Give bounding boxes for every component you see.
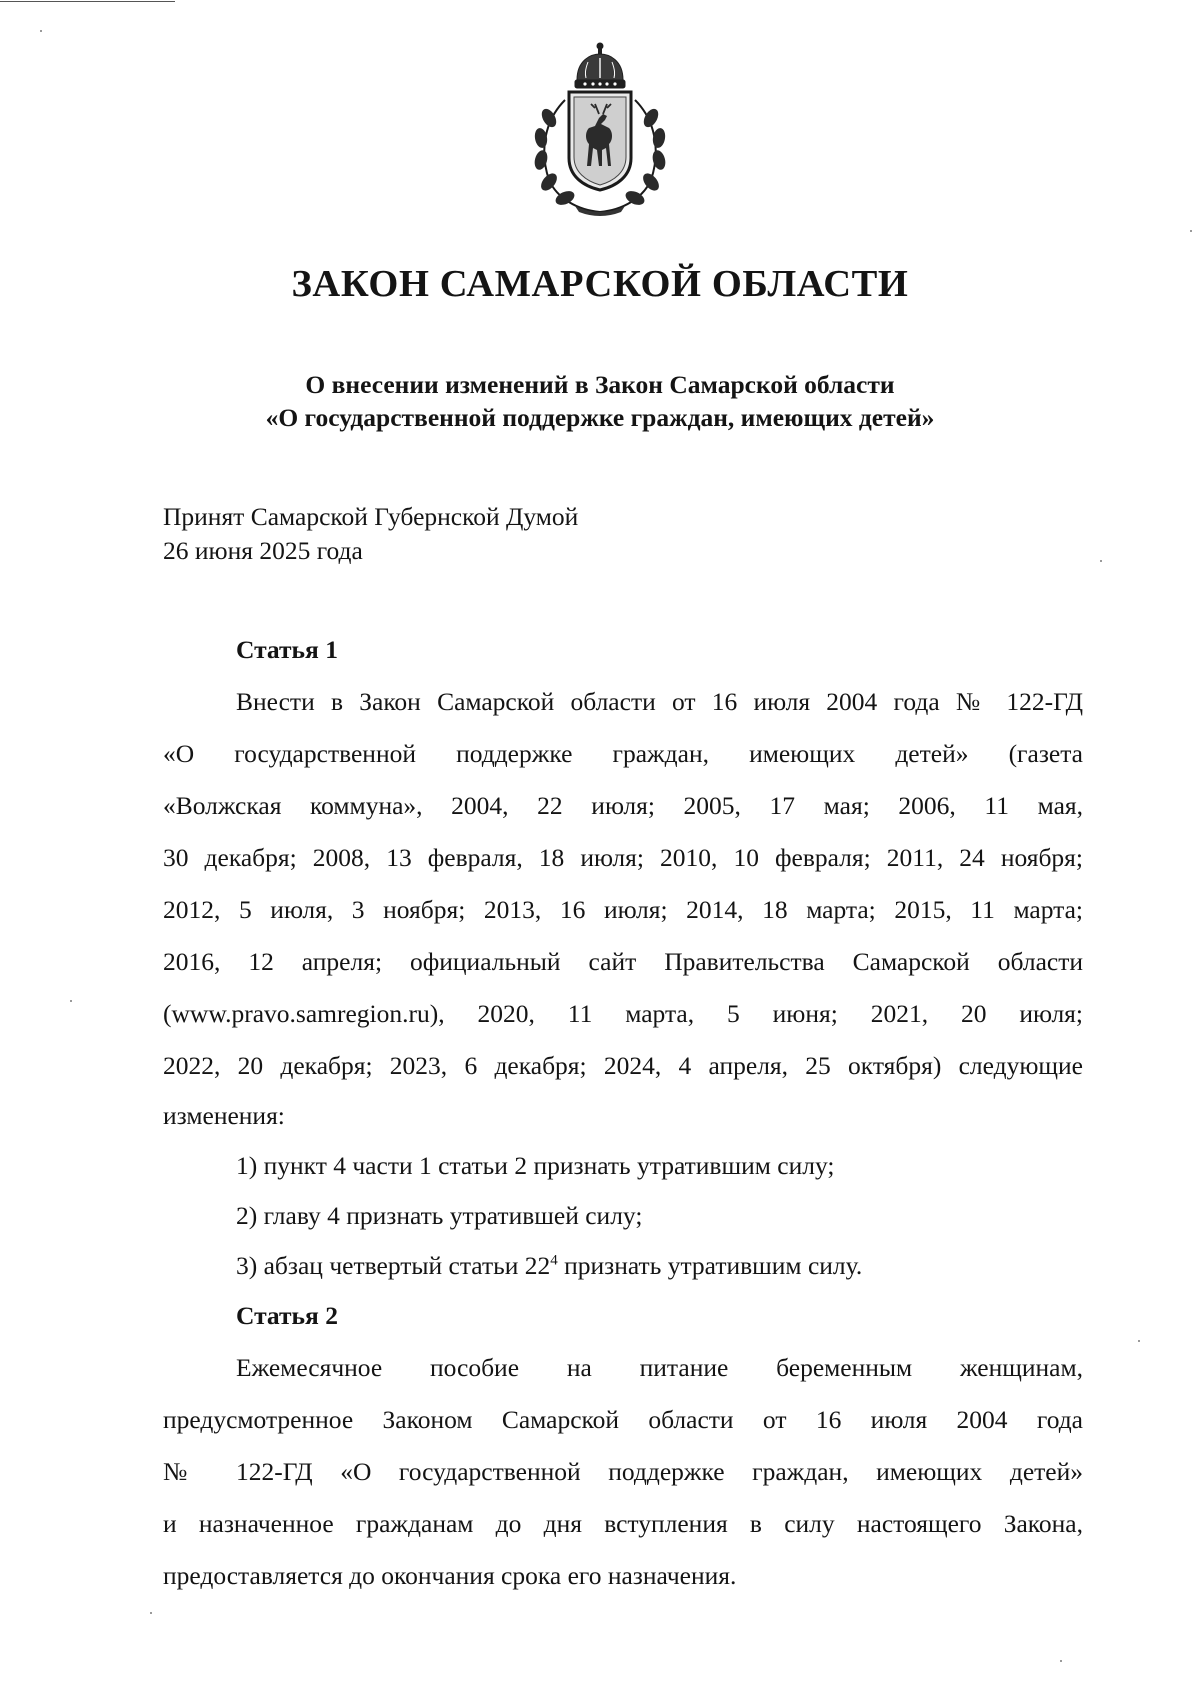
article-1-paragraph-line: 2022, 20 декабря; 2023, 6 декабря; 2024, 4 апреля, 25 октября) следующие xyxy=(163,1051,1083,1080)
scan-speck xyxy=(1060,1660,1062,1662)
article-2-paragraph-line: № 122-ГД «О государственной поддержке граждан, имеющих детей» xyxy=(163,1457,1083,1486)
document-subtitle-line-2: «О государственной поддержке граждан, имеющих детей» xyxy=(265,403,935,432)
scan-speck xyxy=(150,1612,152,1614)
article-1-paragraph-line: 2016, 12 апреля; официальный сайт Правительства Самарской области xyxy=(163,947,1083,976)
scan-speck xyxy=(70,1000,72,1002)
scan-speck xyxy=(1100,560,1102,562)
article-2-paragraph-line: предусмотренное Законом Самарской области от 16 июля 2004 года xyxy=(163,1405,1083,1434)
article-2-paragraph-line: Ежемесячное пособие на питание беременным женщинам, xyxy=(236,1353,1083,1382)
article-1-paragraph-line: «О государственной поддержке граждан, имеющих детей» (газета xyxy=(163,739,1083,768)
article-1-list-item xyxy=(236,1251,862,1281)
article-1-heading: Статья 1 xyxy=(236,635,338,664)
article-1-paragraph-line: 2012, 5 июля, 3 ноября; 2013, 16 июля; 2014, 18 марта; 2015, 11 марта; xyxy=(163,895,1083,924)
article-1-item-3-text-end: признать утратившим силу. xyxy=(557,1251,863,1280)
document-subtitle-line-1: О внесении изменений в Закон Самарской области xyxy=(305,370,895,399)
article-1-paragraph-line: изменения: xyxy=(163,1101,285,1130)
scan-speck xyxy=(40,30,42,32)
adoption-date: 26 июня 2025 года xyxy=(163,536,363,565)
article-1-paragraph-line: Внести в Закон Самарской области от 16 июля 2004 года № 122-ГД xyxy=(236,687,1083,716)
article-1-list-item: 2) главу 4 признать утратившей силу; xyxy=(236,1201,643,1230)
adoption-authority: Принят Самарской Губернской Думой xyxy=(163,502,579,531)
article-2-heading: Статья 2 xyxy=(236,1301,338,1330)
article-1-list-item: 1) пункт 4 части 1 статьи 2 признать утратившим силу; xyxy=(236,1151,835,1180)
article-1-item-3-text: 3) абзац четвертый статьи 22 xyxy=(236,1251,551,1280)
article-2-paragraph-line: и назначенное гражданам до дня вступления в силу настоящего Закона, xyxy=(163,1509,1083,1538)
coat-of-arms-icon xyxy=(525,40,675,216)
document-title: ЗАКОН САМАРСКОЙ ОБЛАСТИ xyxy=(291,263,909,305)
article-2-paragraph-line: предоставляется до окончания срока его назначения. xyxy=(163,1561,737,1590)
scan-speck xyxy=(1138,1340,1140,1342)
article-1-item-3-superscript: 4 xyxy=(550,1252,558,1269)
scan-edge-line xyxy=(0,1,175,2)
article-1-paragraph-line: 30 декабря; 2008, 13 февраля, 18 июля; 2010, 10 февраля; 2011, 24 ноября; xyxy=(163,843,1083,872)
article-1-paragraph-line: (www.pravo.samregion.ru), 2020, 11 марта, 5 июня; 2021, 20 июля; xyxy=(163,999,1083,1028)
article-1-paragraph-line: «Волжская коммуна», 2004, 22 июля; 2005, 17 мая; 2006, 11 мая, xyxy=(163,791,1083,820)
scan-speck xyxy=(1190,230,1192,232)
